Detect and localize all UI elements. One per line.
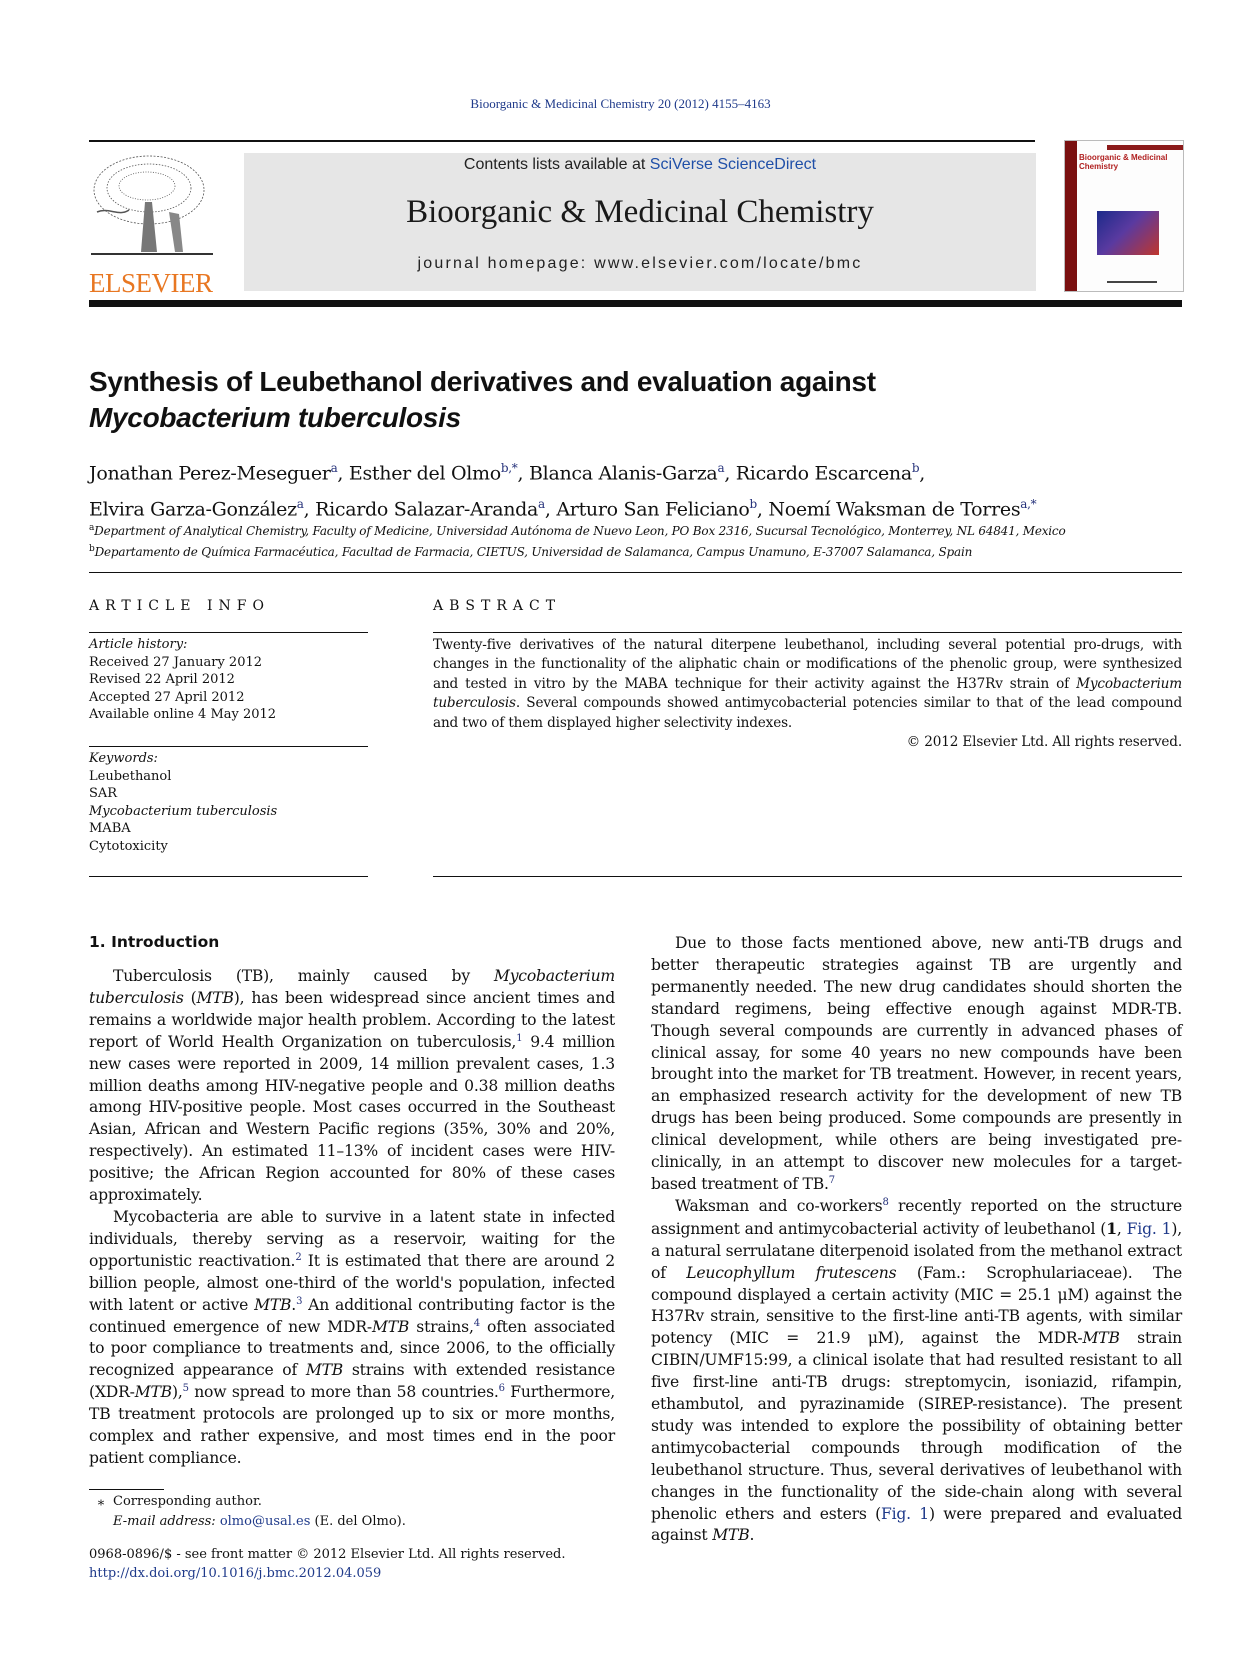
author-affiliation-mark[interactable]: a [296,497,304,512]
paragraph: Mycobacteria are able to survive in a latent state in infected individuals, thereby serving as a reservoir, waiting for the opportunistic reactivation.$^2$ It is estimated that there are around 2 billion people, almost one-third of the world's population, infected with latent or active MTB.$^3$ An additional contributing factor is the continued emergence of new MDR-MTB strains,$^4$ often associated to poor compliance to treatments and, since 2006, to the officially recognized appearance of MTB strains with extended resistance (XDR-MTB),$^5$ now spread to more than 58 countries.$^6$ Furthermore, TB treatment protocols are prolonged up to six or more months, complex and rather expensive, and most times end in the poor patient compliance. [89,1207,616,1467]
author-name: Noemí Waksman de Torres [768,498,1021,521]
author-affiliation-mark[interactable]: b [749,497,757,512]
header-rule [89,140,1035,142]
footnote [89,1492,406,1532]
author-affiliation-mark[interactable]: a [717,461,725,475]
author-name: Blanca Alanis-Garza [529,462,718,485]
author-name: Ricardo Salazar-Aranda [315,498,539,521]
cover-bar [1107,145,1183,150]
elsevier-wordmark: ELSEVIER [89,268,213,298]
author-name: Elvira Garza-González [89,498,297,521]
affiliation-text: Departamento de Química Farmacéutica, Facultad de Farmacia, CIETUS, Universidad de Salamanca, Campus Unamuno, E-37007 Salamanca, Spain [94,544,973,559]
italic-term: MTB [254,1295,292,1314]
italic-term: MTB [371,1317,410,1336]
affiliation-a [89,520,1182,541]
corresponding-author-label: Corresponding author. [113,1494,262,1509]
sciencedirect-link[interactable]: SciVerse ScienceDirect [649,156,817,173]
article-info-rule [89,632,368,633]
header-thick-rule [89,300,1182,307]
email-label: E-mail address: [113,1514,220,1529]
journal-title: Bioorganic & Medicinal Chemistry [406,194,874,230]
section-heading-introduction: 1. Introduction [89,933,220,951]
title-line-1: Synthesis of Leubethanol derivatives and evaluation against [89,366,876,397]
italic-term: Mycobacterium tuberculosis [89,967,615,1007]
cover-image [1097,211,1159,255]
reference-link[interactable]: 1 [516,1032,523,1044]
author-affiliation-mark[interactable]: a [538,497,545,512]
affiliation-mark: a [89,523,95,533]
abstract-body [433,636,1182,752]
bottom-metadata [89,1545,565,1583]
author-affiliation-mark[interactable]: a,* [1020,497,1037,512]
paragraph: Tuberculosis (TB), mainly caused by Mycobacterium tuberculosis (MTB), has been widespread since ancient times and remains a worldwide major health problem. According to the latest report of World Health Organization on tuberculosis,$^1$ 9.4 million new cases were reported in 2009, 14 million prevalent cases, 1.3 million deaths among HIV-negative people and 0.38 million deaths among HIV-positive people. Most cases occurred in the Southeast Asian, African and Western Pacific regions (35%, 30% and 20%, respectively). An estimated 11–13% of incident cases were HIV-positive; the African Region accounted for 80% of these cases approximately. [89,967,615,1205]
abstract-heading: ABSTRACT [433,598,562,614]
keyword: MABA [89,821,131,837]
cover-footer [1107,281,1157,283]
journal-reference-link[interactable]: Bioorganic & Medicinal Chemistry 20 (2012) 4155–4163 [470,96,771,111]
journal-homepage[interactable]: journal homepage: www.elsevier.com/locate/bmc [417,255,863,272]
journal-reference[interactable] [0,96,1241,112]
body-column-right [651,933,1182,1547]
author-name: Esther del Olmo [348,462,501,485]
title-line-2: Mycobacterium tuberculosis [89,402,461,433]
cover-title: Bioorganic & Medicinal Chemistry [1079,153,1168,171]
publisher-logo [89,152,219,298]
history-online: Available online 4 May 2012 [89,707,277,723]
journal-cover-thumbnail [1064,140,1184,292]
author-name: Ricardo Escarcena [735,462,912,485]
asterisk-icon: ⁎ [97,1494,105,1509]
keywords-rule [89,746,368,747]
history-accepted: Accepted 27 April 2012 [89,689,245,705]
italic-term: MTB [196,988,234,1007]
paragraph: Waksman and co-workers$^8$ recently reported on the structure assignment and antimycobacterial activity of leubethanol (1, Fig. 1), a natural serrulatane diterpenoid isolated from the methanol extract of Leucophyllum frutescens (Fam.: Scrophulariaceae). The compound displayed a certain activity (MIC = 25.1 μM) against the H37Rv strain, sensitive to the first-line anti-TB agents, with similar potency (MIC = 21.9 μM), against the MDR-MTB strain CIBIN/UMF15:99, a clinical isolate that had resulted resistant to all five first-line anti-TB drugs: streptomycin, isoniazid, rifampin, ethambutol, and pyrazinamide (SIREP-resistance). The present study was intended to explore the possibility of obtaining better antimycobacterial compounds through modification of the leubethanol structure. Thus, several derivatives of leubethanol with changes in the functionality of the side-chain along with several phenolic ethers and esters (Fig. 1) were prepared and evaluated against MTB. [651,1196,1182,1545]
abstract-rule [433,632,1182,633]
italic-term: MTB [305,1361,344,1380]
history-label: Article history: [89,637,188,652]
email-suffix: (E. del Olmo). [310,1514,406,1529]
abstract-copyright: © 2012 Elsevier Ltd. All rights reserved. [906,734,1182,751]
italic-term: Leucophyllum frutescens [686,1263,897,1282]
figure-link[interactable]: Fig. 1 [880,1504,930,1523]
reference-link[interactable]: 3 [296,1295,303,1307]
affiliation-b [89,541,1182,562]
figure-link[interactable]: Fig. 1 [1126,1219,1172,1238]
author-affiliation-mark[interactable]: a [330,461,338,475]
keyword: Cytotoxicity [89,838,168,854]
affiliation-mark: b [89,543,95,554]
article-history [89,636,276,724]
email-link[interactable]: olmo@usal.es [219,1514,311,1529]
abstract-text-part: . Several compounds showed antimycobacterial potencies similar to that of the lead compound and two of them displayed higher selectivity indexes. [433,695,1182,731]
keyword: Mycobacterium tuberculosis [89,803,278,819]
reference-link[interactable]: 4 [473,1317,480,1329]
history-received: Received 27 January 2012 [89,654,263,670]
keywords-label: Keywords: [89,751,158,766]
affiliations-rule [89,572,1182,573]
abstract-text [433,636,1182,733]
reference-link[interactable]: 5 [182,1383,189,1395]
abstract-bottom-rule [433,876,1182,877]
article-title [89,364,1089,436]
author-affiliation-mark[interactable]: b [911,461,920,475]
article-info-heading: ARTICLE INFO [89,598,270,614]
author-name: Jonathan Perez-Meseguer [89,462,331,485]
article-info-bottom-rule [89,876,368,877]
abstract-text-part: Twenty-five derivatives of the natural diterpene leubethanol, including several potential pro-drugs, with changes in the functionality of the aliphatic chain or modifications of the phenolic group, were synthesized and tested in vitro by the MABA technique for their activity against the H37Rv strain of [433,637,1182,692]
compound-number: 1 [1106,1218,1117,1238]
history-revised: Revised 22 April 2012 [89,672,235,688]
reference-link[interactable]: 6 [498,1383,505,1395]
reference-link[interactable]: 8 [882,1196,889,1208]
footnote-rule [89,1489,164,1490]
contents-prefix: Contents lists available at [463,156,650,173]
italic-term: MTB [1082,1329,1120,1348]
issn-line: 0968-0896/$ - see front matter © 2012 Elsevier Ltd. All rights reserved. [89,1547,566,1562]
italic-term: MTB [712,1526,750,1545]
paragraph: Due to those facts mentioned above, new anti-TB drugs and better therapeutic strategies against TB are urgently and permanently needed. The new drug candidates should shorten the standard regimens, being effective enough against MDR-TB. Though several compounds are currently in advanced phases of clinical assay, for some 40 years no new compounds have been brought into the market for TB treatment. However, in recent years, an emphasized research activity for the development of new TB drugs has been being produced. Some compounds are presently in clinical development, while others are being investigated pre-clinically, in an attempt to discover new molecules for a target-based treatment of TB.$^7$ [651,934,1182,1193]
abstract-species: Mycobacterium tuberculosis [433,675,1182,712]
reference-link[interactable]: 2 [295,1251,302,1263]
author-name: Arturo San Feliciano [556,498,750,521]
body-column-left [89,966,615,1470]
affiliation-text: Department of Analytical Chemistry, Faculty of Medicine, Universidad Autónoma de Nuevo Leon, PO Box 2316, Sucursal Tecnológico, Monterrey, NL 64841, Mexico [94,524,1066,538]
affiliations [89,520,1182,561]
author-list: Jonathan Perez-Meseguer$^a$, Esther del Olmo$^{b,*}$, Blanca Alanis-Garza$^a$, Ricardo Escarcena$^b$, Elvira Garza-González$^a$, Ricardo Salazar-Aranda$^a$, Arturo San Feliciano$^b$, Noemí Waksman de Torres$^{a,*}$ [89,461,1037,521]
italic-term: MTB [134,1383,172,1402]
keywords [89,750,277,856]
reference-link[interactable]: 7 [828,1174,835,1186]
contents-line [244,153,1036,177]
keyword: Leubethanol [89,768,172,784]
author-affiliation-mark[interactable]: b,* [500,461,518,475]
elsevier-tree-icon [89,152,215,264]
doi-link[interactable]: http://dx.doi.org/10.1016/j.bmc.2012.04.059 [89,1566,382,1581]
keyword: SAR [89,786,118,802]
journal-banner [244,153,1036,291]
